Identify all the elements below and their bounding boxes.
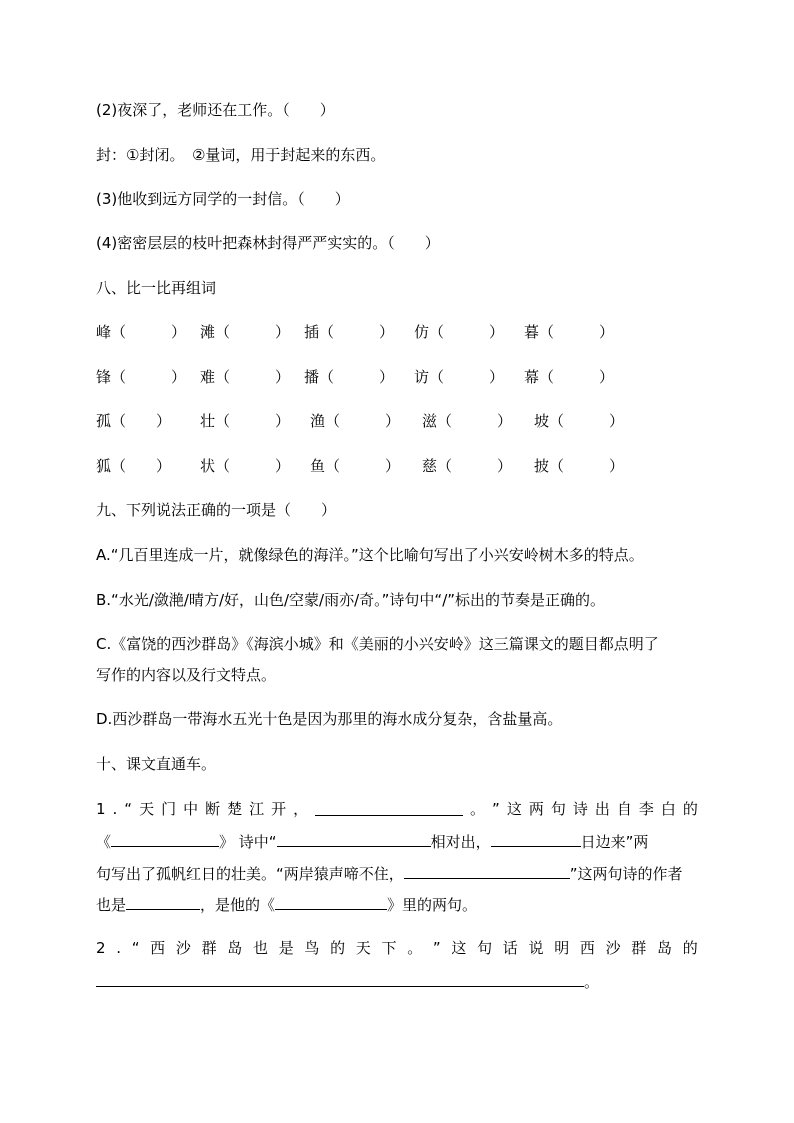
word-item: 锋（ ） xyxy=(96,368,187,386)
word-item: 插（ ） xyxy=(304,323,395,341)
q10-item-1-line-4: 也是 ，是他的《 》里的两句。 xyxy=(96,893,477,915)
q7-item-2: (2)夜深了，老师还在工作。（ ） xyxy=(96,101,335,119)
word-item: 状（ ） xyxy=(200,457,291,475)
word-row xyxy=(96,456,656,476)
answer-blank[interactable] xyxy=(315,799,463,816)
word-item: 渔（ ） xyxy=(310,412,401,430)
word-item: 坡（ ） xyxy=(534,412,625,430)
word-item: 慈（ ） xyxy=(422,457,513,475)
word-item: 壮（ ） xyxy=(200,412,291,430)
answer-blank[interactable] xyxy=(96,970,584,987)
option-c-continued: 写作的内容以及行文特点。 xyxy=(96,666,277,684)
option-d: D.西沙群岛一带海水五光十色是因为那里的海水成分复杂，含盐量高。 xyxy=(96,710,563,728)
word-row xyxy=(96,367,656,387)
q10-item-1-line-3: 句写出了孤帆红日的壮美。“两岸猿声啼不住， ”这两句诗的作者 xyxy=(96,862,683,884)
section-8-title: 八、比一比再组词 xyxy=(96,279,217,297)
answer-blank[interactable] xyxy=(111,830,219,847)
word-item: 滋（ ） xyxy=(422,412,513,430)
q7-item-3: (3)他收到远方同学的一封信。（ ） xyxy=(96,190,350,208)
word-item: 难（ ） xyxy=(200,368,291,386)
word-item: 幕（ ） xyxy=(524,368,615,386)
q10-item-1-line-1: 1 . “ 天 门 中 断 楚 江 开 ， 。 ” 这 两 句 诗 出 自 李 白 的 xyxy=(96,800,698,818)
q10-item-2-line-2: 。 xyxy=(96,970,599,992)
option-c: C.《富饶的西沙群岛》《海滨小城》和《美丽的小兴安岭》这三篇课文的题目都点明了 xyxy=(96,635,659,653)
word-item: 暮（ ） xyxy=(524,323,615,341)
answer-blank[interactable] xyxy=(277,830,431,847)
word-row xyxy=(96,411,656,431)
word-item: 峰（ ） xyxy=(96,323,187,341)
q7-item-4: (4)密密层层的枝叶把森林封得严严实实的。（ ） xyxy=(96,234,440,252)
answer-blank[interactable] xyxy=(275,893,387,910)
word-item: 鱼（ ） xyxy=(310,457,401,475)
answer-blank[interactable] xyxy=(126,893,200,910)
q10-item-2-line-1: 2 . “ 西 沙 群 岛 也 是 鸟 的 天 下 。 ” 这 句 话 说 明 西 沙 群 岛 的 xyxy=(96,939,698,957)
q10-item-1-line-2: 《 》 诗中“ 相对出， 日边来”两 xyxy=(96,830,648,852)
answer-blank[interactable] xyxy=(404,862,570,879)
definition-feng: 封：①封闭。 ②量词，用于封起来的东西。 xyxy=(96,146,386,164)
section-10-title: 十、课文直通车。 xyxy=(96,755,217,773)
word-item: 播（ ） xyxy=(304,368,395,386)
answer-blank[interactable] xyxy=(491,830,581,847)
word-item: 狐（ ） xyxy=(96,457,172,475)
word-item: 仿（ ） xyxy=(414,323,505,341)
section-9-title: 九、下列说法正确的一项是（ ） xyxy=(96,501,337,519)
word-item: 披（ ） xyxy=(534,457,625,475)
option-a: A.“几百里连成一片，就像绿色的海洋。”这个比喻句写出了小兴安岭树木多的特点。 xyxy=(96,546,644,564)
word-item: 孤（ ） xyxy=(96,412,172,430)
option-b: B.“水光/潋滟/晴方/好，山色/空蒙/雨亦/奇。”诗句中“/”标出的节奏是正确的。 xyxy=(96,591,606,609)
word-item: 访（ ） xyxy=(414,368,505,386)
word-row xyxy=(96,322,656,342)
word-item: 滩（ ） xyxy=(200,323,291,341)
